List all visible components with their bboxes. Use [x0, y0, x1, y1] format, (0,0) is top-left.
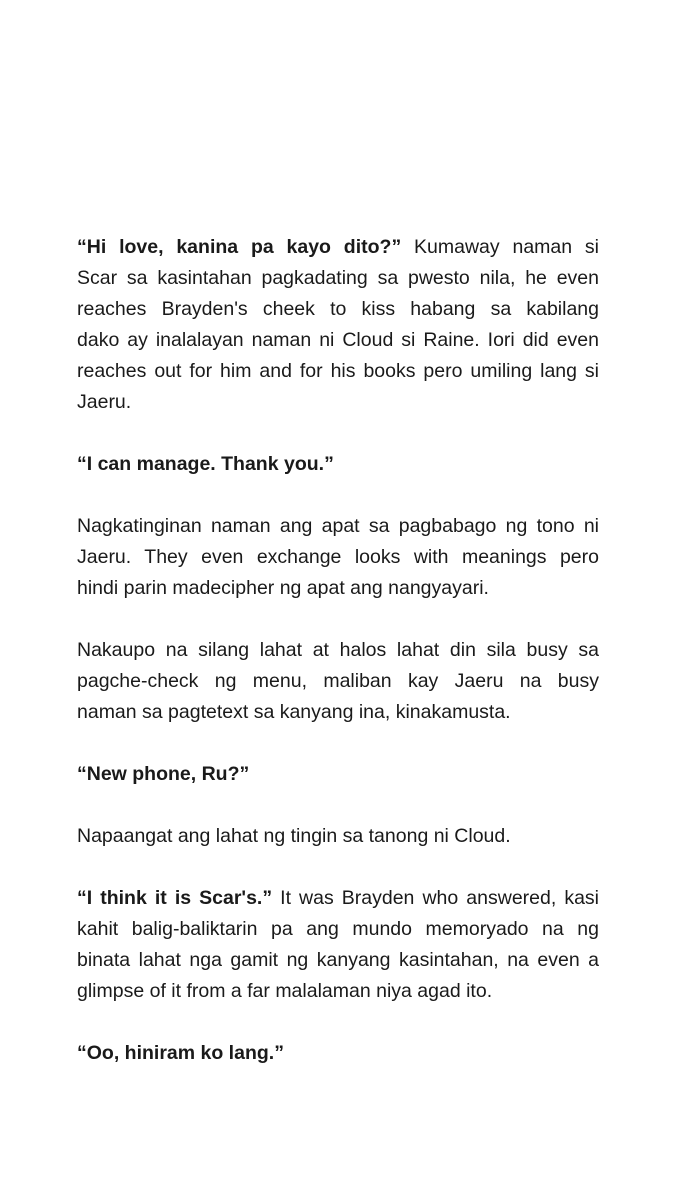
paragraph-exchange-looks — [77, 511, 599, 604]
text-line: hindi parin madecipher ng apat ang nangyayari. — [77, 577, 489, 599]
dialogue-bold: “Oo, hiniram ko lang.” — [77, 1042, 284, 1064]
text-line: Napaangat ang lahat ng tingin sa tanong ni Cloud. — [77, 825, 511, 847]
dialogue-bold: “Hi love, kanina pa kayo dito?” — [77, 236, 402, 258]
text-line: kahit balig-baliktarin pa ang mundo memoryado na ng — [77, 918, 599, 940]
dialogue-bold: “I think it is Scar's.” — [77, 887, 273, 909]
text-line: dako ay inalalayan naman ni Cloud si Raine. Iori did even — [77, 329, 599, 351]
text-line: Jaeru. They even exchange looks with meanings pero — [77, 546, 599, 568]
paragraph-menu — [77, 635, 599, 728]
text-line — [77, 883, 599, 914]
paragraph-dialogue-manage — [77, 449, 599, 480]
text-line: reaches Brayden's cheek to kiss habang sa kabilang — [77, 298, 599, 320]
narration: Kumaway naman si — [401, 236, 600, 258]
story-text — [77, 232, 599, 1100]
text-line — [77, 232, 599, 263]
text-line: Jaeru. — [77, 391, 132, 413]
paragraph-greeting — [77, 232, 599, 418]
text-line: Scar sa kasintahan pagkadating sa pwesto nila, he even — [77, 267, 599, 289]
text-line: pagche-check ng menu, maliban kay Jaeru na busy — [77, 670, 599, 692]
narration: It was Brayden who answered, kasi — [272, 887, 599, 909]
paragraph-dialogue-phone — [77, 759, 599, 790]
text-line: Nakaupo na silang lahat at halos lahat din sila busy sa — [77, 639, 599, 661]
text-line: glimpse of it from a far malalaman niya agad ito. — [77, 980, 493, 1002]
paragraph-dialogue-borrowed — [77, 1038, 599, 1069]
text-line: reaches out for him and for his books pero umiling lang si — [77, 360, 599, 382]
paragraph-brayden-answer — [77, 883, 599, 1007]
text-line: binata lahat nga gamit ng kanyang kasintahan, na even a — [77, 949, 599, 971]
text-line: naman sa pagtetext sa kanyang ina, kinakamusta. — [77, 701, 511, 723]
text-line: Nagkatinginan naman ang apat sa pagbabago ng tono ni — [77, 515, 599, 537]
paragraph-look-up — [77, 821, 599, 852]
dialogue-bold: “New phone, Ru?” — [77, 763, 250, 785]
dialogue-bold: “I can manage. Thank you.” — [77, 453, 334, 475]
